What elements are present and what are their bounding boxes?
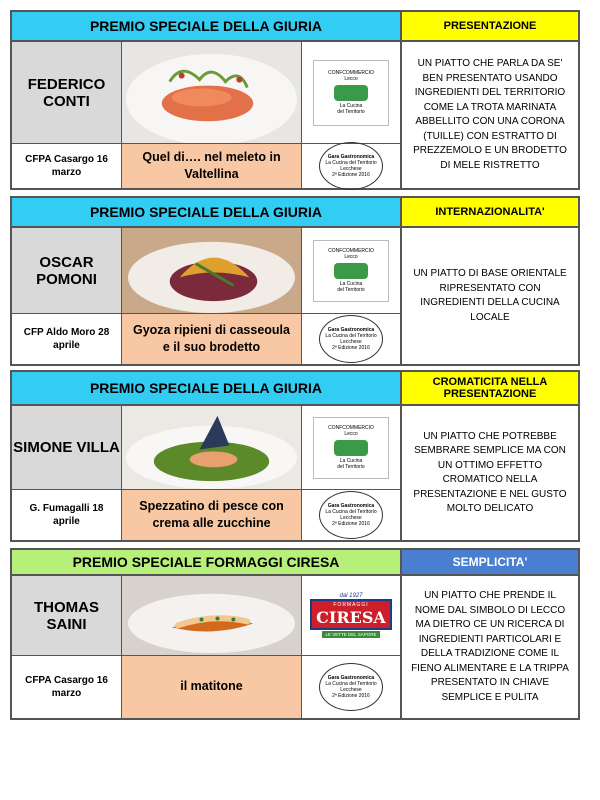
- sponsor-logo: [302, 406, 402, 490]
- school-date: CFP Aldo Moro 28 aprile: [12, 314, 122, 364]
- stamp-line: 2ª Edizione 2016: [332, 345, 370, 351]
- logo-line: del Territorio: [337, 287, 365, 293]
- logo-line: CONFCOMMERCIO: [328, 69, 374, 76]
- competition-stamp: [302, 314, 402, 364]
- school-date: G. Fumagalli 18 aprile: [12, 490, 122, 540]
- stamp-line: Lecchese: [340, 687, 362, 693]
- ciresa-logo: [302, 576, 402, 656]
- logo-line: La Cucina: [339, 457, 363, 464]
- award-description: UN PIATTO CHE POTREBBE SEMBRARE SEMPLICE MA CON UN OTTIMO EFFETTO CROMATICO NELLA PRESENTAZIONE E NEL GUSTO MOLTO DELICATO: [413, 430, 567, 514]
- stamp-line: Lecchese: [340, 166, 362, 172]
- logo-line: del Territorio: [337, 464, 365, 470]
- logo-line: La Cucina: [339, 102, 363, 109]
- dish-photo: [122, 576, 302, 656]
- stamp-line: La Cucina del Territorio: [325, 509, 377, 515]
- logo-line: Lecco: [344, 76, 358, 82]
- dish-name: Spezzatino di pesce con crema alle zucchine: [122, 490, 302, 540]
- award-block-2: [10, 196, 580, 366]
- dish-photo: [122, 406, 302, 490]
- competition-stamp: [302, 490, 402, 540]
- ciresa-brand: CIRESA: [316, 608, 386, 627]
- ciresa-since: dal 1927: [339, 593, 363, 599]
- stamp-line: La Cucina del Territorio: [325, 160, 377, 166]
- award-title: PREMIO SPECIALE DELLA GIURIA: [12, 198, 402, 228]
- competition-stamp: [302, 656, 402, 718]
- dish-name: Quel di…. nel meleto in Valtellina: [122, 144, 302, 188]
- award-category: SEMPLICITA': [402, 550, 578, 576]
- dish-photo: [122, 42, 302, 144]
- competition-stamp: [302, 144, 402, 188]
- ciresa-top: FORMAGGI: [333, 602, 369, 608]
- logo-line: La Cucina: [339, 280, 363, 287]
- logo-line: Lecco: [344, 431, 358, 437]
- stamp-line: Lecchese: [340, 339, 362, 345]
- stamp-line: 2ª Edizione 2016: [332, 693, 370, 699]
- logo-line: CONFCOMMERCIO: [328, 247, 374, 254]
- award-block-4: [10, 548, 580, 720]
- chef-name: OSCAR POMONI: [12, 228, 122, 314]
- chef-name: SIMONE VILLA: [12, 406, 122, 490]
- ciresa-tag: LE VETTE DEL SAPORE: [322, 631, 379, 638]
- stamp-line: La Cucina del Territorio: [325, 333, 377, 339]
- school-date: CFPA Casargo 16 marzo: [12, 656, 122, 718]
- award-title: PREMIO SPECIALE DELLA GIURIA: [12, 372, 402, 406]
- award-category: INTERNAZIONALITA': [402, 198, 578, 228]
- stamp-line: Lecchese: [340, 515, 362, 521]
- stamp-line: Gara Gastronomica: [327, 503, 375, 509]
- stamp-line: 2ª Edizione 2016: [332, 172, 370, 178]
- award-description: UN PIATTO CHE PRENDE IL NOME DAL SIMBOLO DI LECCO MA DIETRO CE UN RICERCA DI INGREDIENTI PARTICOLARI E DELLA TRADIZIONE COME IL FIENO ALIMENTARE E LA TRIPPA PRESENTATO IN CHIAVE SEMPLICE E PULITA: [411, 590, 569, 703]
- stamp-line: 2ª Edizione 2016: [332, 521, 370, 527]
- school-date: CFPA Casargo 16 marzo: [12, 144, 122, 188]
- award-block-1: [10, 10, 580, 190]
- award-description: UN PIATTO CHE PARLA DA SE' BEN PRESENTATO USANDO INGREDIENTI DEL TERRITORIO COME LA TROTA MARINATA ABBELLITO CON UNA CORONA (TUILLE) CON ESTRATTO DI PREZZEMOLO E UN BRODETTO DI MELE RISTRETTO: [413, 58, 567, 171]
- stamp-line: La Cucina del Territorio: [325, 681, 377, 687]
- logo-line: del Territorio: [337, 109, 365, 115]
- logo-line: Lecco: [344, 254, 358, 260]
- stamp-line: Gara Gastronomica: [327, 327, 375, 333]
- award-title: PREMIO SPECIALE DELLA GIURIA: [12, 12, 402, 42]
- stamp-line: Gara Gastronomica: [327, 154, 375, 160]
- award-description: UN PIATTO DI BASE ORIENTALE RIPRESENTATO CON INGREDIENTI DELLA CUCINA LOCALE: [413, 268, 567, 323]
- sponsor-logo: [302, 42, 402, 144]
- award-category: CROMATICITA NELLA PRESENTAZIONE: [402, 372, 578, 406]
- dish-name: Gyoza ripieni di casseoula e il suo brodetto: [122, 314, 302, 364]
- award-category: PRESENTAZIONE: [402, 12, 578, 42]
- chef-name: FEDERICO CONTI: [12, 42, 122, 144]
- dish-name: il matitone: [122, 656, 302, 718]
- sponsor-logo: [302, 228, 402, 314]
- stamp-line: Gara Gastronomica: [327, 675, 375, 681]
- chef-name: THOMAS SAINI: [12, 576, 122, 656]
- dish-photo: [122, 228, 302, 314]
- award-block-3: [10, 370, 580, 542]
- award-title: PREMIO SPECIALE FORMAGGI CIRESA: [12, 550, 402, 576]
- logo-line: CONFCOMMERCIO: [328, 424, 374, 431]
